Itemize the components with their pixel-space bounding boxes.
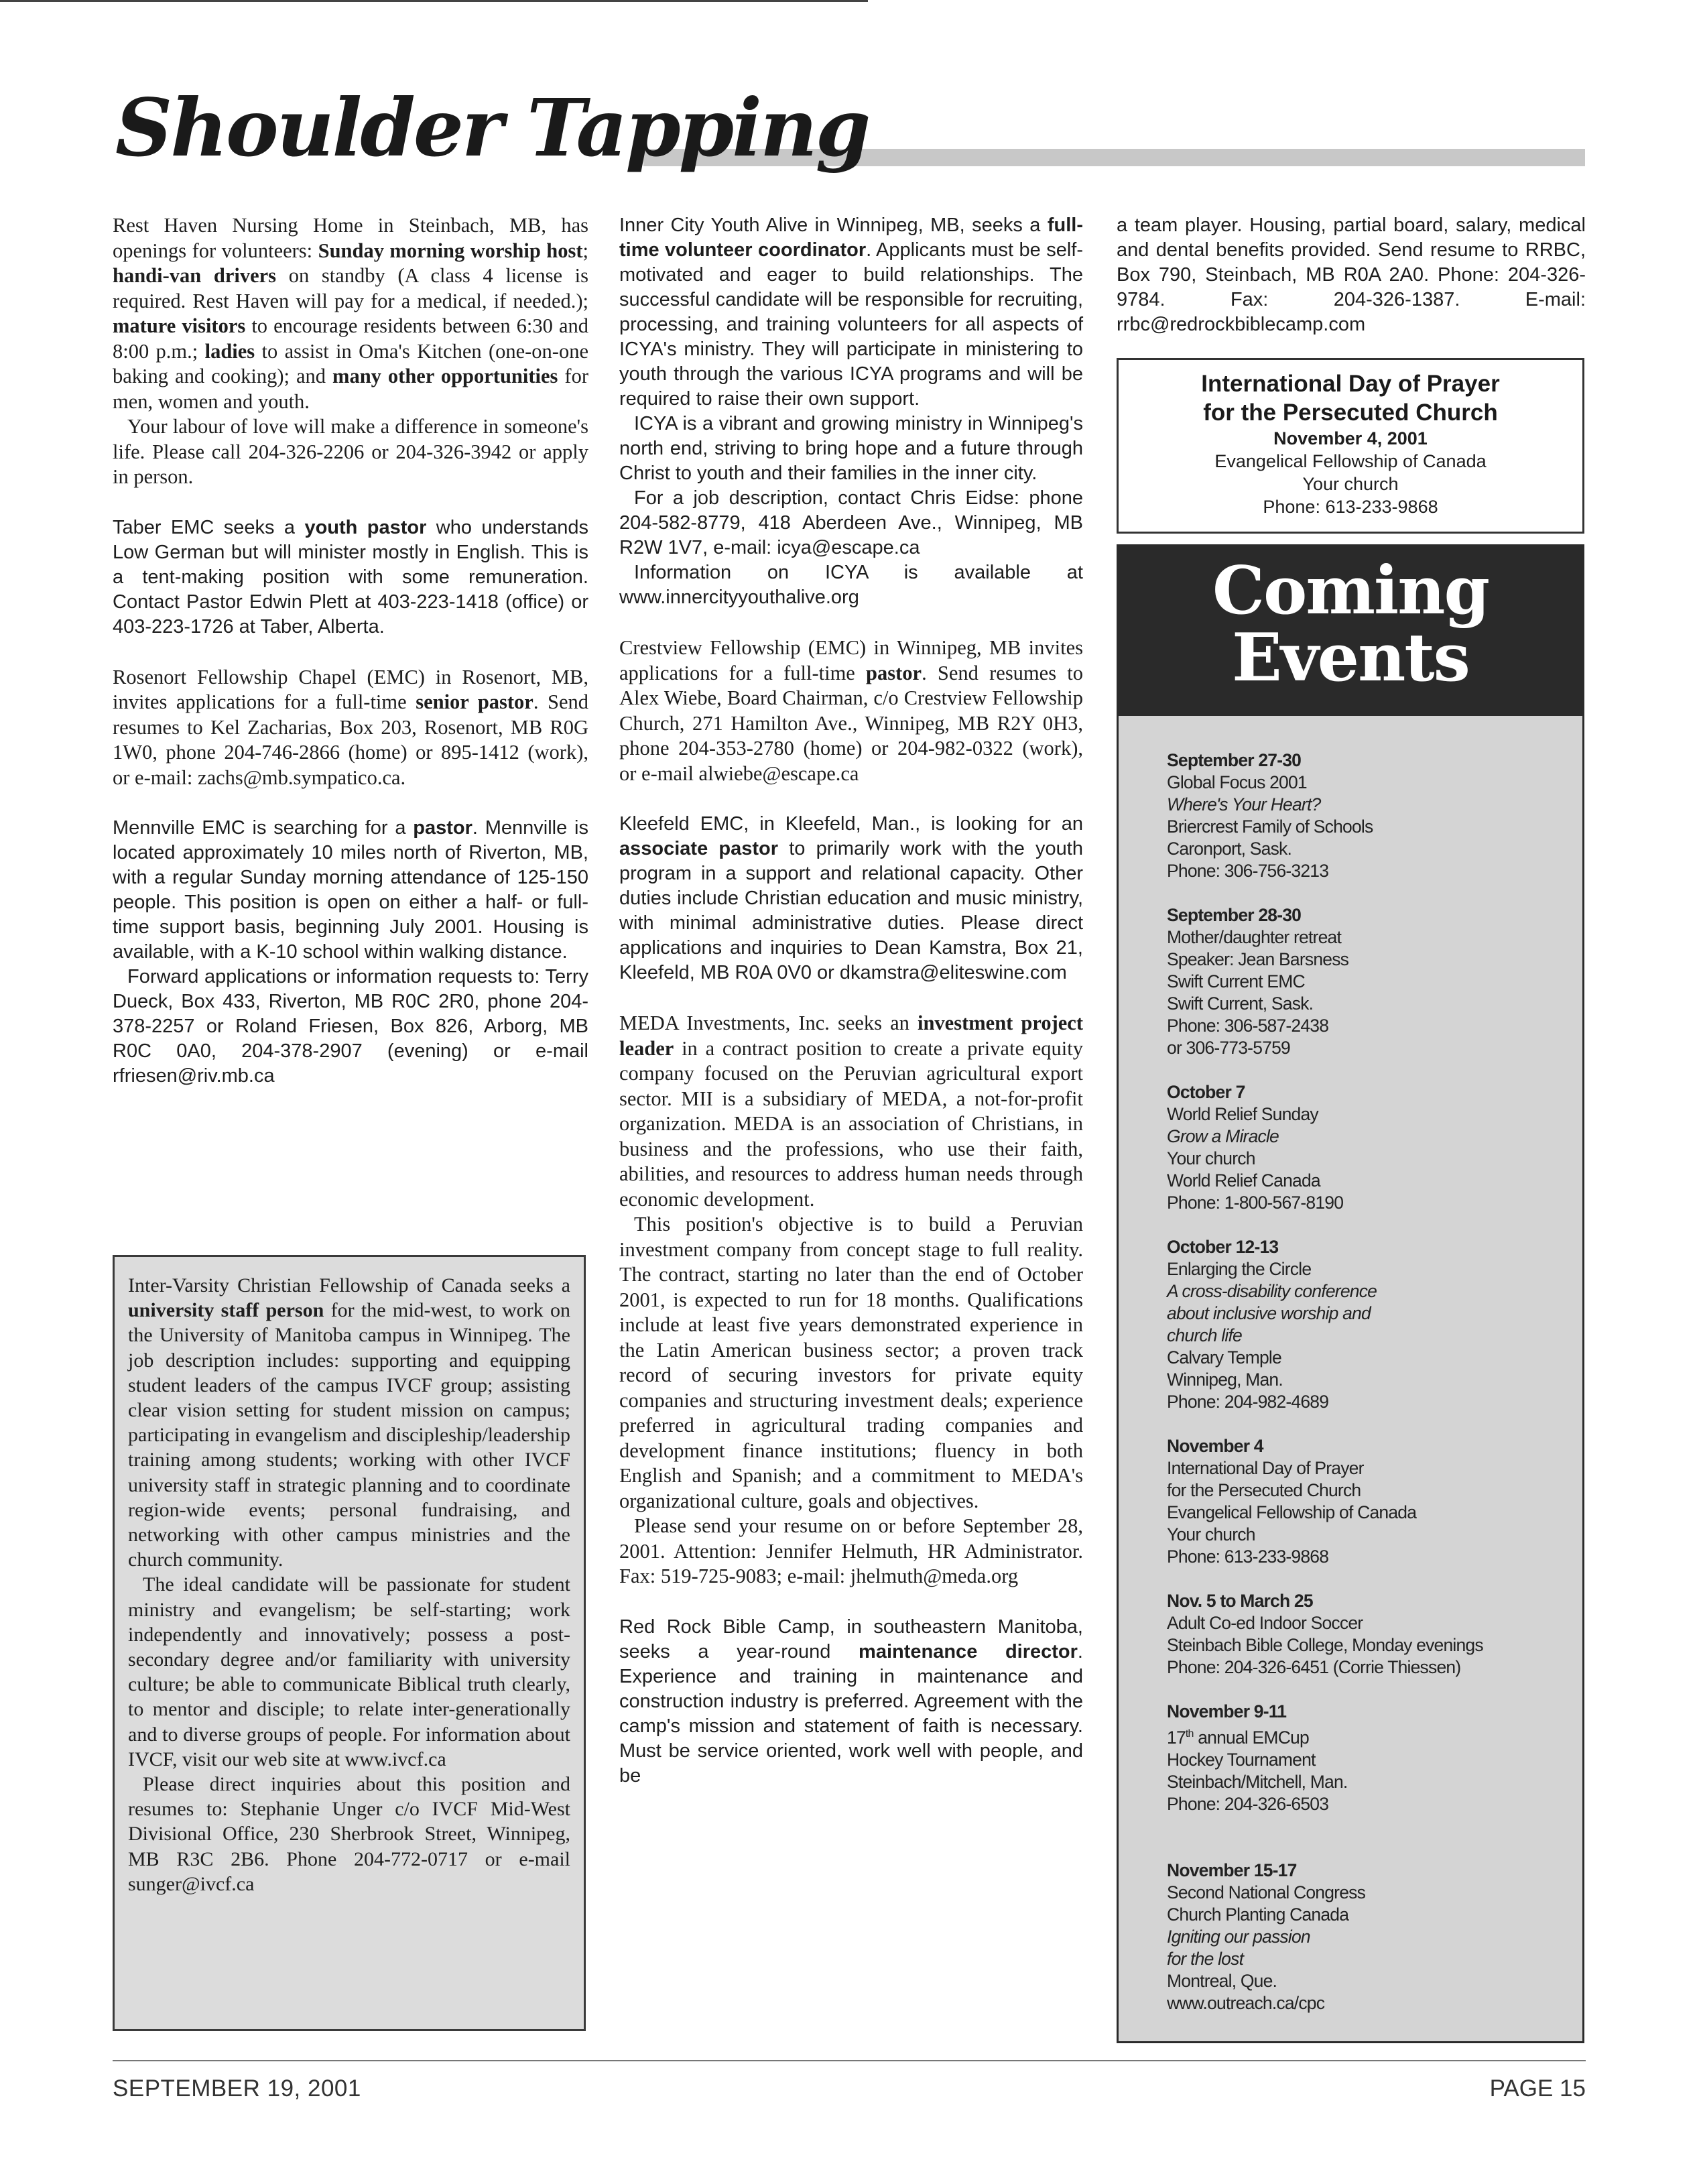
- event-date: November 4: [1167, 1436, 1263, 1456]
- ad-paragraph: This position's objective is to build a Peruvian investment company from concept stage to full reality. The contract, starting no later than the end of October 2001, is expected to run for 18 months. Qualifications include at least five years demonstrated experience in the Latin American business sector; a proven track record of securing investors for private equity companies and structuring investment deals; experience preferred in agricultural trading companies and development finance institutions; fluency in both English and Spanish; and a commitment to MEDA's organizational culture, goals and objectives.: [619, 1213, 1083, 1512]
- event-line: Mother/daughter retreat: [1167, 927, 1342, 947]
- ad-paragraph: Inner City Youth Alive in Winnipeg, MB, seeks a full-time volunteer coordinator. Applicants must be self-motivated and eager to build relationships. The successful candidate will be responsible for recruiting, processing, and training volunteers for all aspects of ICYA's ministry. They will participate in ministering to youth through the various ICYA programs and will be required to raise their own support.: [619, 215, 1084, 410]
- footer-rule: [113, 2060, 1586, 2061]
- event-line: 17th annual EMCup: [1167, 1727, 1309, 1748]
- event-line: Speaker: Jean Barsness: [1167, 949, 1349, 969]
- prayer-day-box: [1117, 358, 1584, 534]
- event-date: October 12-13: [1167, 1237, 1279, 1257]
- event-date: November 9-11: [1167, 1701, 1287, 1721]
- ad-red-rock-continued: [1117, 213, 1586, 337]
- section-title: Shoulder Tapping: [115, 81, 869, 174]
- event-line: Church Planting Canada: [1167, 1904, 1349, 1925]
- prayer-title-line-1: International Day of Prayer: [1201, 371, 1500, 397]
- event-line: for the Persecuted Church: [1167, 1480, 1361, 1500]
- event-line: Igniting our passion: [1167, 1926, 1310, 1947]
- ad-paragraph: Rosenort Fellowship Chapel (EMC) in Rosenort, MB, invites applications for a full-time senior pastor. Send resumes to Kel Zacharias, Box 203, Rosenort, MB R0G 1W0, phone 204-746-2866 (home) or 895-1412 (work), or e-mail: zachs@mb.sympatico.ca.: [113, 665, 589, 789]
- event-line: Second National Congress: [1167, 1882, 1366, 1902]
- event-line: Grow a Miracle: [1167, 1126, 1279, 1146]
- event-line: Phone: 204-982-4689: [1167, 1392, 1329, 1412]
- ad-paragraph: ICYA is a vibrant and growing ministry in Winnipeg's north end, striving to bring hope and a future through Christ to youth and their families in the inner city.: [619, 413, 1083, 484]
- coming-events-list: [1117, 716, 1584, 2043]
- event-item: [1167, 1860, 1569, 2014]
- ad-taber: [113, 515, 588, 640]
- event-line: Calvary Temple: [1167, 1347, 1281, 1368]
- ad-paragraph: Crestview Fellowship (EMC) in Winnipeg, MB invites applications for a full-time pastor. Send resumes to Alex Wiebe, Board Chairman, c/o Crestview Fellowship Church, 271 Hamilton Ave., Winnipeg, MB R2Y 0H3, phone 204-353-2780 (home) or 204-982-0322 (work), or e-mail alwiebe@escape.ca: [619, 636, 1084, 785]
- event-line: Winnipeg, Man.: [1167, 1370, 1283, 1390]
- event-line: Your church: [1167, 1148, 1255, 1168]
- event-date: Nov. 5 to March 25: [1167, 1591, 1313, 1611]
- event-line: Where's Your Heart?: [1167, 794, 1321, 814]
- event-item: [1167, 1701, 1569, 1815]
- event-line: for the lost: [1167, 1948, 1244, 1969]
- ad-paragraph: Please send your resume on or before September 28, 2001. Attention: Jennifer Helmuth, HR Administrator. Fax: 519-725-9083; e-mail: jhelmuth@meda.org: [619, 1514, 1083, 1587]
- ad-icya: [619, 213, 1083, 610]
- page-number: PAGE 15: [1489, 2075, 1586, 2102]
- event-line: Global Focus 2001: [1167, 772, 1307, 792]
- event-date: October 7: [1167, 1082, 1245, 1102]
- ad-paragraph: Inter-Varsity Christian Fellowship of Canada seeks a university staff person for the mid-west, to work on the University of Manitoba campus in Winnipeg. The job description includes: supporting and equipping student leaders of the campus IVCF group; assisting clear vision setting for student mission on campus; participating in evangelism and discipleship/leadership training among students; working with other IVCF university staff in strategic planning and to coordinate region-wide events; personal fundraising, and networking with other campus ministries and the church community.: [128, 1274, 570, 1571]
- event-line: Swift Current EMC: [1167, 971, 1305, 991]
- event-line: A cross-disability conference: [1167, 1281, 1377, 1301]
- event-line: Enlarging the Circle: [1167, 1259, 1312, 1279]
- ad-crestview: [619, 635, 1083, 786]
- event-line: Your church: [1167, 1524, 1255, 1544]
- ad-mennville: [113, 816, 588, 1089]
- ad-rosenort: [113, 665, 588, 791]
- event-line: Phone: 613-233-9868: [1167, 1546, 1329, 1567]
- ad-kleefeld: [619, 812, 1083, 985]
- ad-ivcf-box: [113, 1255, 586, 2031]
- event-line: Swift Current, Sask.: [1167, 993, 1314, 1014]
- event-item: [1167, 1236, 1569, 1413]
- ad-paragraph: Your labour of love will make a difference in someone's life. Please call 204-326-2206 or 204-326-3942 or apply in person.: [113, 415, 588, 488]
- prayer-date: November 4, 2001: [1273, 428, 1428, 448]
- event-line: Caronport, Sask.: [1167, 839, 1292, 859]
- event-line: Phone: 306-587-2438: [1167, 1016, 1329, 1036]
- event-line: or 306-773-5759: [1167, 1038, 1290, 1058]
- event-line: Phone: 306-756-3213: [1167, 861, 1329, 881]
- ad-paragraph: Information on ICYA is available at www.innercityyouthalive.org: [619, 562, 1083, 608]
- ad-meda: [619, 1011, 1083, 1589]
- event-line: Adult Co-ed Indoor Soccer: [1167, 1613, 1363, 1633]
- ad-paragraph: Taber EMC seeks a youth pastor who understands Low German but will minister mostly in English. This is a tent-making position with some remuneration. Contact Pastor Edwin Plett at 403-223-1418 (office) or 403-223-1726 at Taber, Alberta.: [113, 516, 588, 638]
- ad-paragraph: Rest Haven Nursing Home in Steinbach, MB, has openings for volunteers: Sunday morning worship host; handi-van drivers on standby (A class 4 license is required. Rest Haven will pay for a medical, if needed.); mature visitors to encourage residents between 6:30 and 8:00 p.m.; ladies to assist in Oma's Kitchen (one-on-one baking and cooking); and many other opportunities for men, women and youth.: [113, 214, 589, 413]
- event-line: Steinbach/Mitchell, Man.: [1167, 1771, 1348, 1792]
- column-2: [619, 213, 1083, 1788]
- event-line: Briercrest Family of Schools: [1167, 816, 1373, 837]
- event-date: November 15-17: [1167, 1860, 1297, 1880]
- event-line: about inclusive worship and: [1167, 1303, 1371, 1323]
- ad-paragraph: Kleefeld EMC, in Kleefeld, Man., is looking for an associate pastor to primarily work with the youth program in a support and relational capacity. Other duties include Christian education and music ministry, with minimal administrative duties. Please direct applications and inquiries to Dean Kamstra, Box 21, Kleefeld, MB R0A 0V0 or dkamstra@eliteswine.com: [619, 813, 1083, 983]
- event-line: Montreal, Que.: [1167, 1970, 1277, 1991]
- event-date: September 28-30: [1167, 905, 1302, 925]
- prayer-org: Evangelical Fellowship of Canada: [1214, 451, 1487, 471]
- column-3: [1117, 213, 1586, 337]
- event-item: [1167, 1435, 1569, 1568]
- event-item: [1167, 904, 1569, 1059]
- ad-paragraph: MEDA Investments, Inc. seeks an investment project leader in a contract position to create a private equity company focused on the Peruvian agricultural export sector. MII is a subsidiary of MEDA, a not-for-profit organization. MEDA is an association of Christians, in business and the professions, who use their faith, abilities, and resources to address human needs through economic development.: [619, 1012, 1083, 1211]
- ad-paragraph: The ideal candidate will be passionate for student ministry and evangelism; be self-starting; work independently and innovatively; possess a post-secondary degree and/or familiarity with university culture; be able to communicate Biblical truth clearly, to mentor and disciple; to relate inter-generationally and to diverse groups of people. For information about IVCF, visit our web site at www.ivcf.ca: [128, 1573, 570, 1770]
- event-line: Phone: 204-326-6451 (Corrie Thiessen): [1167, 1657, 1461, 1677]
- prayer-phone: Phone: 613-233-9868: [1263, 497, 1438, 517]
- event-item: [1167, 749, 1569, 882]
- footer-date: SEPTEMBER 19, 2001: [113, 2075, 361, 2102]
- event-line: World Relief Sunday: [1167, 1104, 1318, 1124]
- event-item: [1167, 1590, 1569, 1679]
- event-line: Phone: 204-326-6503: [1167, 1793, 1329, 1814]
- column-1: [113, 213, 588, 1089]
- event-line: www.outreach.ca/cpc: [1167, 1992, 1325, 2013]
- event-item: [1167, 1081, 1569, 1214]
- prayer-place: Your church: [1302, 474, 1399, 494]
- event-date: September 27-30: [1167, 750, 1302, 770]
- ad-paragraph: Red Rock Bible Camp, in southeastern Manitoba, seeks a year-round maintenance director. Experience and training in maintenance and construction industry is preferred. Agreement with the camp's mission and statement of faith is necessary. Must be service oriented, work well with people, and be: [619, 1616, 1083, 1786]
- event-line: Steinbach Bible College, Monday evenings: [1167, 1635, 1483, 1655]
- ad-paragraph: Mennville EMC is searching for a pastor. Mennville is located approximately 10 miles north of Riverton, MB, with a regular Sunday morning attendance of 125-150 people. This position is open on either a half- or full-time support basis, beginning July 2001. Housing is available, with a K-10 school within walking distance.: [113, 817, 588, 963]
- ad-paragraph: For a job description, contact Chris Eidse: phone 204-582-8779, 418 Aberdeen Ave., Winnipeg, MB R2W 1V7, e-mail: icya@escape.ca: [619, 487, 1083, 558]
- heading-line-1: Coming: [1212, 552, 1489, 629]
- top-rule: [0, 0, 868, 2]
- prayer-title-line-2: for the Persecuted Church: [1203, 400, 1498, 426]
- coming-events-heading: [1117, 544, 1584, 716]
- event-line: Phone: 1-800-567-8190: [1167, 1193, 1344, 1213]
- ad-red-rock: [619, 1615, 1083, 1788]
- ad-paragraph: Please direct inquiries about this position and resumes to: Stephanie Unger c/o IVCF Mid-West Divisional Office, 230 Sherbrook Street, Winnipeg, MB R3C 2B6. Phone 204-772-0717 or e-mail sunger@ivcf.ca: [128, 1773, 570, 1895]
- ad-paragraph: a team player. Housing, partial board, salary, medical and dental benefits provided. Send resume to RRBC, Box 790, Steinbach, MB R0A 2A0. Phone: 204-326-9784. Fax: 204-326-1387. E-mail: rrbc@redrockbiblecamp.com: [1117, 215, 1586, 335]
- event-line: International Day of Prayer: [1167, 1458, 1364, 1478]
- event-line: church life: [1167, 1325, 1242, 1345]
- event-line: Evangelical Fellowship of Canada: [1167, 1502, 1417, 1522]
- event-line: Hockey Tournament: [1167, 1749, 1316, 1770]
- ad-rest-haven: [113, 213, 588, 490]
- event-line: World Relief Canada: [1167, 1170, 1320, 1191]
- ad-paragraph: Forward applications or information requests to: Terry Dueck, Box 433, Riverton, MB R0C 2R0, phone 204-378-2257 or Roland Friesen, Box 826, Arborg, MB R0C 0A0, 204-378-2907 (evening) or e-mail rfriesen@riv.mb.ca: [113, 966, 588, 1087]
- heading-line-2: Events: [1232, 619, 1469, 696]
